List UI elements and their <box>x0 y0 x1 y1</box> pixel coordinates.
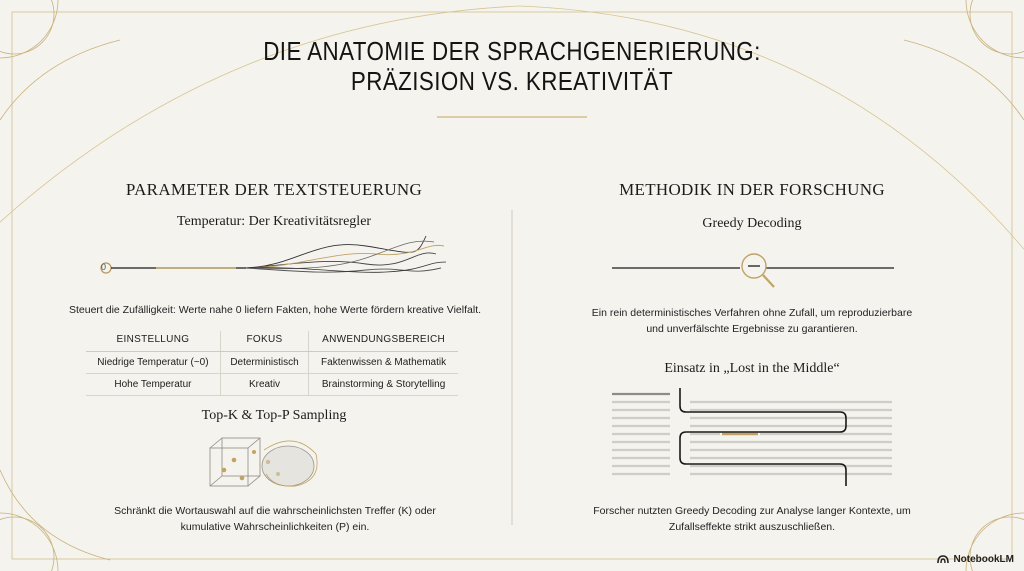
sampling-description-line-2: kumulative Wahrscheinlichkeiten (P) ein. <box>180 521 370 533</box>
left-section-heading: PARAMETER DER TEXTSTEUERUNG <box>125 180 423 199</box>
table-row <box>86 374 458 396</box>
right-section-heading: METHODIK IN DER FORSCHUNG <box>619 180 885 199</box>
greedy-description-line-2: und unverfälschte Ergebnisse zu garantieren. <box>646 323 858 335</box>
temperature-wave-illustration <box>96 228 456 278</box>
greedy-title: Greedy Decoding <box>702 216 802 231</box>
table-cell: Niedrige Temperatur (~0) <box>86 352 220 374</box>
table-cell: Hohe Temperatur <box>86 374 220 396</box>
table-cell: Faktenwissen & Mathematik <box>309 352 458 374</box>
lost-description-line-2: Zufallseffekte strikt auszuschließen. <box>668 521 836 533</box>
greedy-description-line-1: Ein rein deterministisches Verfahren ohne Zufall, um reproduzierbare <box>591 307 913 319</box>
table-cell: Deterministisch <box>220 352 308 374</box>
table-cell: Brainstorming & Storytelling <box>309 374 458 396</box>
lost-in-middle-illustration <box>610 388 894 486</box>
table-header: EINSTELLUNG <box>86 331 220 352</box>
brand-name: NotebookLM <box>953 554 1014 565</box>
page-title-line-1: DIE ANATOMIE DER SPRACHGENERIERUNG: <box>263 36 761 66</box>
page-title-line-2: PRÄZISION VS. KREATIVITÄT <box>350 66 674 96</box>
table-header: FOKUS <box>220 331 308 352</box>
greedy-decoding-illustration <box>608 248 898 292</box>
brand-badge <box>937 554 1014 565</box>
temperature-table <box>86 331 458 396</box>
temperature-zero-label: 0 <box>101 262 107 272</box>
sampling-description-line-1: Schränkt die Wortauswahl auf die wahrscheinlichsten Treffer (K) oder <box>114 505 436 517</box>
sampling-illustration <box>204 430 334 496</box>
magnifier-icon <box>742 254 774 287</box>
sampling-title: Top-K & Top-P Sampling <box>201 408 347 423</box>
probability-blob-icon <box>262 446 314 486</box>
lost-in-middle-title: Einsatz in „Lost in the Middle“ <box>664 361 840 376</box>
table-header: ANWENDUNGSBEREICH <box>309 331 458 352</box>
lost-description-line-1: Forscher nutzten Greedy Decoding zur Analyse langer Kontexte, um <box>593 505 911 517</box>
table-cell: Kreativ <box>220 374 308 396</box>
table-row <box>86 352 458 374</box>
notebooklm-logo-icon <box>937 555 949 564</box>
temperature-description: Steuert die Zufälligkeit: Werte nahe 0 liefern Fakten, hohe Werte fördern kreative Vielfalt. <box>68 304 482 316</box>
temperature-title: Temperatur: Der Kreativitätsregler <box>176 214 372 229</box>
